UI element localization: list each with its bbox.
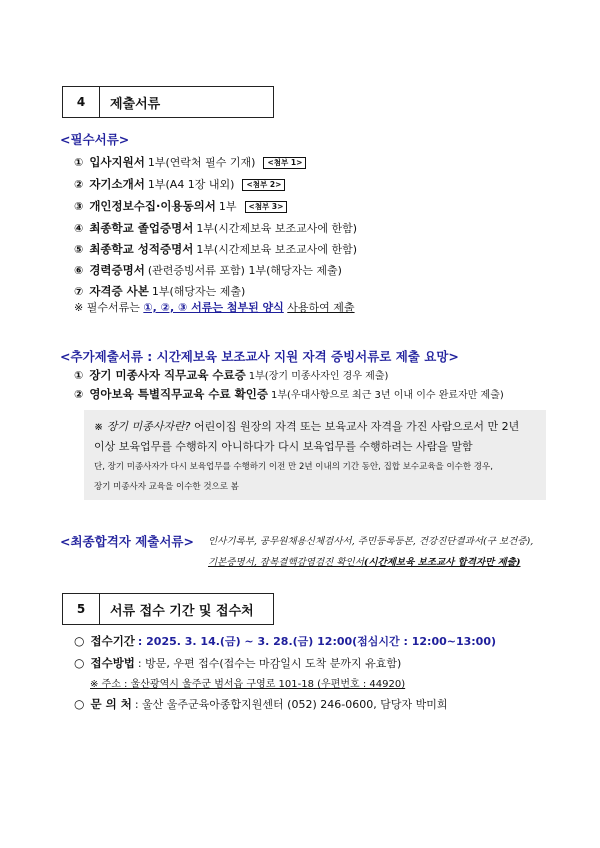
required-docs-note xyxy=(74,299,355,315)
note-question: ※ 장기 미종사자란? xyxy=(94,420,191,433)
note-line-3: 단, 장기 미종사자가 다시 보육업무를 수행하기 이전 만 2년 이내의 기간 동안, 집합 보수교육을 이수한 경우, xyxy=(94,462,493,472)
required-doc-item xyxy=(74,154,306,171)
item-number: ⑥ xyxy=(74,264,84,277)
item-number: ⑤ xyxy=(74,243,84,256)
note-line-2: 이상 보육업무를 수행하지 아니하다가 다시 보육업무를 수행하려는 사람을 말함 xyxy=(94,440,473,453)
additional-doc-item xyxy=(74,367,388,385)
item-number: ① xyxy=(74,369,84,382)
doc-name: 자격증 사본 xyxy=(89,284,149,298)
info-label: 접수방법 xyxy=(90,656,135,670)
note-line-4: 장기 미종사자 교육을 이수한 것으로 봄 xyxy=(94,482,239,492)
attachment-tag: <첨부 1> xyxy=(263,157,306,169)
doc-name: 최종학교 졸업증명서 xyxy=(89,221,194,235)
additional-docs-heading: <추가제출서류 : 시간제보육 보조교사 지원 자격 증빙서류로 제출 요망> xyxy=(60,349,459,364)
doc-name: 자기소개서 xyxy=(89,177,145,191)
info-label: 문 의 처 xyxy=(90,697,132,711)
long-term-note-box xyxy=(84,410,546,500)
doc-name: 경력증명서 xyxy=(89,263,145,277)
circle-bullet-icon: ○ xyxy=(74,634,85,648)
section-5-header xyxy=(62,593,274,625)
required-doc-item xyxy=(74,241,357,258)
doc-name: 최종학교 성적증명서 xyxy=(89,242,194,256)
doc-desc: (관련증빙서류 포함) 1부(해당자는 제출) xyxy=(147,264,342,277)
doc-desc: 1부(해당자는 제출) xyxy=(151,285,246,298)
note-prefix: ※ 필수서류는 xyxy=(74,301,140,314)
final-docs-line-1: 인사기록부, 공무원채용신체검사서, 주민등록등본, 건강진단결과서(구 보건증), xyxy=(208,536,534,547)
doc-desc: 1부(연락처 필수 기재) xyxy=(147,156,256,169)
final-docs-line-2-bold: (시간제보육 보조교사 합격자만 제출) xyxy=(363,557,521,568)
required-doc-item xyxy=(74,198,287,215)
note-emphasis: ①, ②, ③ 서류는 첨부된 양식 xyxy=(143,301,284,314)
required-doc-item xyxy=(74,220,357,237)
item-number: ④ xyxy=(74,222,84,235)
required-docs-heading: <필수서류> xyxy=(60,132,130,147)
item-number: ② xyxy=(74,178,84,191)
section-number: 4 xyxy=(63,87,100,117)
info-value: : 2025. 3. 14.(금) ~ 3. 28.(금) 12:00(점심시간 : 12:00~13:00) xyxy=(137,635,497,648)
required-doc-item xyxy=(74,262,342,279)
doc-name: 영아보육 특별직무교육 수료 확인증 xyxy=(89,387,268,401)
required-doc-item xyxy=(74,176,285,193)
application-info-item xyxy=(74,696,447,713)
application-info-item xyxy=(74,655,401,672)
note-line-1-text: 어린이집 원장의 자격 또는 보육교사 자격을 가진 사람으로서 만 2년 xyxy=(193,420,520,433)
attachment-tag: <첨부 2> xyxy=(242,179,285,191)
circle-bullet-icon: ○ xyxy=(74,656,85,670)
final-docs-line-2-plain: 기본증명서, 잠복결핵감염검진 확인서 xyxy=(208,557,364,568)
final-docs-heading: <최종합격자 제출서류> xyxy=(60,534,194,549)
item-number: ⑦ xyxy=(74,285,84,298)
section-number: 5 xyxy=(63,594,100,624)
required-doc-item xyxy=(74,283,245,300)
application-info-item xyxy=(90,676,405,693)
info-value: : 방문, 우편 접수(접수는 마감일시 도착 분까지 유효함) xyxy=(137,657,402,670)
doc-desc: 1부(시간제보육 보조교사에 한함) xyxy=(196,243,358,256)
info-value: ※ 주소 : 울산광역시 울주군 범서읍 구영로 101-18 (우편번호 : 44920) xyxy=(90,679,406,690)
info-value: : 울산 울주군육아종합지원센터 (052) 246-0600, 담당자 박미희 xyxy=(134,698,448,711)
note-suffix: 사용하여 제출 xyxy=(287,301,355,314)
application-info-item xyxy=(74,633,496,650)
item-number: ② xyxy=(74,388,84,401)
info-label: 접수기간 xyxy=(90,634,135,648)
doc-desc: 1부(장기 미종사자인 경우 제출) xyxy=(248,371,389,382)
doc-desc: 1부(시간제보육 보조교사에 한함) xyxy=(196,222,358,235)
circle-bullet-icon: ○ xyxy=(74,697,85,711)
section-title: 제출서류 xyxy=(110,96,161,112)
additional-doc-item xyxy=(74,386,504,404)
doc-desc: 1부(A4 1장 내외) xyxy=(147,178,235,191)
section-title: 서류 접수 기간 및 접수처 xyxy=(110,603,254,619)
doc-desc: 1부(우대사항으로 최근 3년 이내 이수 완료자만 제출) xyxy=(270,390,504,401)
attachment-tag: <첨부 3> xyxy=(245,201,288,213)
doc-name: 장기 미종사자 직무교육 수료증 xyxy=(89,368,246,382)
item-number: ③ xyxy=(74,200,84,213)
section-4-header xyxy=(62,86,274,118)
final-docs-line-2 xyxy=(208,554,520,568)
item-number: ① xyxy=(74,156,84,169)
note-line-1 xyxy=(94,418,519,434)
doc-desc: 1부 xyxy=(218,200,237,213)
doc-name: 개인정보수집·이용동의서 xyxy=(89,199,216,213)
doc-name: 입사지원서 xyxy=(89,155,145,169)
